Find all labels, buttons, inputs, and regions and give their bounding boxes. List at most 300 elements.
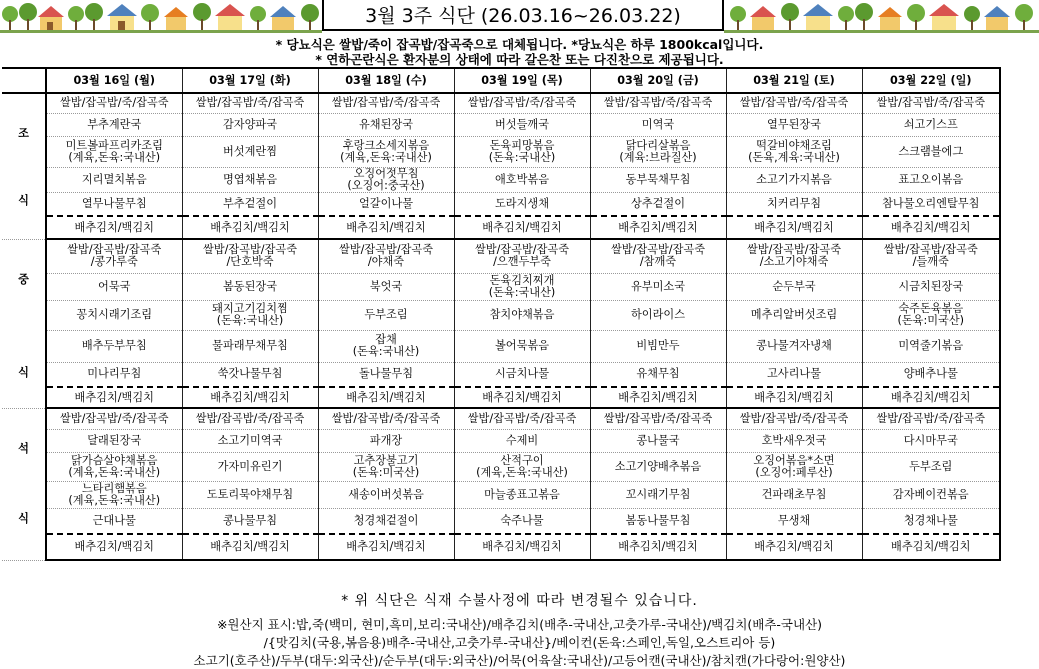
menu-cell	[318, 136, 454, 167]
dinner-label-bottom: 식	[18, 511, 29, 525]
menu-cell	[726, 508, 862, 534]
menu-cell	[46, 330, 182, 362]
dish-name: 수제비	[505, 433, 539, 447]
menu-cell	[182, 481, 318, 508]
menu-cell	[318, 93, 454, 113]
dish-name: 쌀밥/잡곡밥/죽/잡곡죽	[331, 411, 441, 425]
dinner-row	[2, 429, 1000, 452]
dinner-row	[2, 481, 1000, 508]
dish-name: 쌀밥/잡곡밥/죽/잡곡죽	[603, 96, 713, 110]
dish-origin: /콩가루죽	[90, 255, 138, 269]
menu-cell	[46, 300, 182, 330]
dish-name: 유채무침	[636, 367, 680, 381]
dish-name: 쌀밥/잡곡밥/죽/잡곡죽	[331, 96, 441, 110]
dish-name: 쌀밥/잡곡밥/죽/잡곡죽	[876, 96, 986, 110]
menu-cell	[318, 452, 454, 481]
menu-cell	[454, 93, 590, 113]
menu-cell	[454, 113, 590, 136]
menu-cell	[590, 534, 726, 560]
dish-name: 유부미소국	[630, 279, 686, 293]
header-corner	[2, 68, 46, 93]
menu-cell	[726, 216, 862, 239]
menu-cell	[182, 452, 318, 481]
dish-name: 오징어볶음*소면	[753, 453, 835, 467]
menu-cell	[182, 508, 318, 534]
menu-cell	[318, 192, 454, 216]
menu-cell	[862, 508, 1000, 534]
menu-cell	[862, 452, 1000, 481]
dish-origin: /으깬두부죽	[493, 255, 551, 269]
dish-name: 스크램블에그	[898, 144, 964, 158]
dish-name: 배추두부무침	[81, 339, 147, 352]
day-header: 03월 19일 (목)	[454, 68, 590, 93]
dish-name: 쌀밥/잡곡밥/죽/잡곡죽	[739, 411, 849, 425]
menu-cell	[590, 387, 726, 408]
dish-name: 북엇국	[369, 279, 403, 293]
dish-name: 쌀밥/잡곡밥/죽/잡곡죽	[195, 411, 305, 425]
menu-cell	[46, 452, 182, 481]
dish-name: 도라지생채	[494, 196, 550, 210]
menu-cell	[318, 239, 454, 273]
menu-cell	[182, 408, 318, 429]
dish-origin: (돈육:국내산)	[352, 345, 420, 358]
breakfast-row	[2, 167, 1000, 192]
dish-name: 쌀밥/잡곡밥/죽/잡곡죽	[467, 411, 577, 425]
menu-cell	[46, 192, 182, 216]
dish-name: 배추김치/백김치	[346, 220, 426, 234]
dysphagia-notice: * 연하곤란식은 환자분의 상태에 따라 갈은찬 또는 다진찬으로 제공됩니다.	[315, 52, 724, 67]
dish-origin: /참깨죽	[639, 255, 677, 269]
menu-cell	[46, 113, 182, 136]
breakfast-row	[2, 93, 1000, 113]
dish-name: 배추김치/백김치	[891, 390, 971, 404]
dish-name: 배추김치/백김치	[754, 540, 834, 553]
diabetic-notice: * 당뇨식은 쌀밥/죽이 잡곡밥/잡곡죽으로 대체됩니다. *당뇨식은 하루 1800kcal입니다.	[275, 37, 764, 52]
dish-name: 배추김치/백김치	[74, 390, 154, 404]
menu-cell	[726, 239, 862, 273]
dish-name: 미역국	[641, 117, 675, 131]
breakfast-label-top: 조	[18, 127, 29, 140]
dish-name: 가자미유린기	[217, 459, 283, 473]
dish-name: 지리멸치볶음	[81, 172, 147, 186]
lunch-row	[2, 330, 1000, 362]
menu-cell	[590, 216, 726, 239]
menu-cell	[590, 330, 726, 362]
menu-cell	[726, 452, 862, 481]
menu-cell	[318, 508, 454, 534]
menu-cell	[318, 273, 454, 300]
menu-cell	[182, 429, 318, 452]
dish-name: 근대나물	[92, 513, 136, 527]
day-header: 03월 17일 (화)	[182, 68, 318, 93]
menu-cell	[590, 408, 726, 429]
menu-cell	[46, 429, 182, 452]
menu-cell	[182, 113, 318, 136]
menu-cell	[46, 408, 182, 429]
menu-cell	[454, 387, 590, 408]
menu-cell	[862, 192, 1000, 216]
dish-name: 건파래초무침	[761, 487, 827, 501]
menu-cell	[182, 300, 318, 330]
menu-cell	[318, 408, 454, 429]
menu-cell	[454, 216, 590, 239]
dish-name: 닭다리살볶음	[625, 138, 691, 152]
day-header-row	[2, 68, 1000, 93]
menu-cell	[454, 136, 590, 167]
dish-name: 배추김치/백김치	[210, 390, 290, 404]
menu-cell	[862, 216, 1000, 239]
dish-name: 꽁치시래기조림	[76, 308, 153, 321]
lunch-row	[2, 387, 1000, 408]
day-header: 03월 21일 (토)	[726, 68, 862, 93]
day-header: 03월 16일 (월)	[46, 68, 182, 93]
menu-cell	[46, 239, 182, 273]
menu-cell	[182, 239, 318, 273]
dish-name: 쌀밥/잡곡밥/잡곡죽	[203, 243, 297, 257]
dish-name: 배추김치/백김치	[618, 540, 698, 553]
dish-origin: (계육,돈육:국내산)	[68, 493, 161, 507]
menu-cell	[590, 113, 726, 136]
dish-name: 배추김치/백김치	[210, 540, 290, 553]
dish-name: 콩나물국	[636, 433, 680, 447]
menu-cell	[726, 113, 862, 136]
dish-name: 미트볼파프리카조림	[65, 138, 163, 152]
dish-name: 동부묵채무침	[625, 172, 691, 186]
menu-cell	[318, 429, 454, 452]
menu-cell	[318, 113, 454, 136]
dish-name: 명엽채볶음	[222, 172, 278, 186]
menu-cell	[590, 362, 726, 387]
dish-name: 청경채나물	[903, 513, 958, 527]
dish-name: 쌀밥/잡곡밥/죽/잡곡죽	[59, 411, 169, 425]
dish-name: 볼어묵볶음	[494, 339, 550, 352]
dish-name: 쇠고기스프	[903, 117, 958, 131]
dish-name: 열무된장국	[766, 117, 822, 131]
menu-cell	[454, 429, 590, 452]
menu-cell	[318, 387, 454, 408]
dish-origin: (계육,돈육:국내산)	[476, 465, 568, 479]
dish-name: 배추김치/백김치	[346, 390, 426, 404]
menu-cell	[590, 452, 726, 481]
menu-cell	[590, 192, 726, 216]
dish-name: 소고기가지볶음	[756, 172, 832, 186]
dish-name: 느타리햄볶음	[81, 481, 147, 495]
menu-cell	[46, 481, 182, 508]
dish-name: 쌀밥/잡곡밥/잡곡죽	[747, 243, 841, 257]
village-illustration-left	[0, 3, 322, 33]
menu-cell	[46, 534, 182, 560]
dish-name: 열무나물무침	[81, 196, 147, 210]
dish-name: 잡채	[375, 333, 397, 346]
dish-name: 참나물오리엔탈무침	[882, 196, 980, 210]
menu-cell	[590, 273, 726, 300]
breakfast-label	[2, 93, 46, 239]
weekly-menu-table	[2, 67, 1000, 561]
menu-cell	[454, 273, 590, 300]
menu-cell	[590, 239, 726, 273]
menu-cell	[182, 216, 318, 239]
dish-name: 돈육피망볶음	[489, 138, 555, 152]
menu-cell	[726, 273, 862, 300]
dish-name: 고추장불고기	[353, 453, 419, 467]
dish-name: 돈육김치찌개	[489, 273, 555, 287]
menu-cell	[862, 330, 1000, 362]
dinner-row	[2, 452, 1000, 481]
menu-cell	[862, 167, 1000, 192]
menu-cell	[726, 93, 862, 113]
menu-cell	[454, 362, 590, 387]
dish-origin: (오징어:중국산)	[347, 178, 425, 192]
dish-origin: (돈육:국내산)	[488, 150, 556, 164]
dish-name: 봄동나물무침	[625, 513, 691, 527]
breakfast-row	[2, 192, 1000, 216]
menu-cell	[454, 167, 590, 192]
dish-name: 무생채	[777, 513, 811, 527]
dish-name: 다시마무국	[903, 433, 958, 447]
dish-name: 표고오이볶음	[898, 172, 964, 186]
dish-name: 쌀밥/잡곡밥/죽/잡곡죽	[603, 411, 713, 425]
day-header: 03월 20일 (금)	[590, 68, 726, 93]
dish-name: 두부조림	[364, 308, 408, 321]
dish-name: 쌀밥/잡곡밥/죽/잡곡죽	[876, 411, 986, 425]
dish-origin: (오징어:페루산)	[755, 465, 833, 479]
dish-name: 고사리나물	[766, 367, 822, 381]
menu-cell	[590, 93, 726, 113]
menu-cell	[862, 93, 1000, 113]
dish-name: 부추겉절이	[222, 196, 278, 210]
menu-cell	[182, 167, 318, 192]
dish-name: 유채된장국	[358, 117, 414, 131]
dish-name: 숙주나물	[500, 513, 544, 527]
dish-name: 배추김치/백김치	[482, 390, 562, 404]
menu-cell	[454, 452, 590, 481]
menu-cell	[182, 387, 318, 408]
menu-cell	[182, 93, 318, 113]
menu-cell	[46, 387, 182, 408]
dish-name: 배추김치/백김치	[754, 220, 834, 234]
dish-name: 소고기미역국	[217, 433, 283, 447]
dinner-label-top: 석	[18, 441, 29, 455]
dish-origin: /야채죽	[367, 255, 405, 269]
dish-name: 시금치된장국	[898, 279, 964, 293]
menu-cell	[46, 167, 182, 192]
dish-name: 청경채겉절이	[353, 513, 419, 527]
dish-origin: /소고기야채죽	[759, 255, 829, 269]
dish-name: 시금치나물	[494, 367, 550, 381]
day-header: 03월 22일 (일)	[862, 68, 1000, 93]
menu-cell	[726, 330, 862, 362]
menu-cell	[726, 481, 862, 508]
dish-name: 어묵국	[98, 279, 131, 293]
dish-name: 파개장	[369, 433, 403, 447]
dish-name: 배추김치/백김치	[482, 220, 562, 234]
menu-cell	[46, 93, 182, 113]
menu-cell	[46, 362, 182, 387]
dish-name: 마늘종표고볶음	[484, 487, 560, 501]
origin-line-1: ※원산지 표시:밥,죽(백미, 현미,흑미,보리:국내산)/배추김치(배추-국내산,고춧가루-국내산)/백김치(배추-국내산)	[216, 617, 823, 632]
day-header: 03월 18일 (수)	[318, 68, 454, 93]
dinner-row	[2, 508, 1000, 534]
dish-name: 비빔만두	[636, 339, 680, 352]
menu-cell	[46, 273, 182, 300]
dish-name: 소고기양배추볶음	[614, 459, 702, 473]
dish-name: 배추김치/백김치	[754, 390, 834, 404]
dish-name: 쌀밥/잡곡밥/잡곡죽	[475, 243, 569, 257]
dish-name: 쌀밥/잡곡밥/잡곡죽	[611, 243, 705, 257]
dish-name: 감자베이컨볶음	[892, 487, 969, 501]
dish-name: 치커리무침	[766, 196, 822, 210]
dish-name: 순두부국	[772, 279, 816, 293]
menu-cell	[590, 136, 726, 167]
dish-name: 봄동된장국	[222, 279, 278, 293]
menu-cell	[726, 387, 862, 408]
dish-name: 메추리알버섯조림	[750, 308, 838, 321]
menu-cell	[590, 429, 726, 452]
menu-cell	[862, 534, 1000, 560]
menu-cell	[318, 534, 454, 560]
dish-name: 쌀밥/잡곡밥/잡곡죽	[339, 243, 433, 257]
menu-cell	[182, 192, 318, 216]
menu-cell	[46, 216, 182, 239]
menu-cell	[182, 362, 318, 387]
dish-name: 배추김치/백김치	[74, 220, 154, 234]
dish-name: 쌀밥/잡곡밥/죽/잡곡죽	[195, 96, 305, 110]
dinner-label	[2, 408, 46, 560]
dish-origin: (돈육:국내산)	[216, 314, 284, 327]
dish-name: 콩나물겨자냉채	[756, 339, 832, 352]
menu-cell	[454, 534, 590, 560]
dish-name: 미역줄기볶음	[898, 339, 964, 352]
dish-name: 산적구이	[500, 453, 544, 467]
dish-origin: (돈육:미국산)	[352, 465, 420, 479]
breakfast-row	[2, 216, 1000, 239]
dish-origin: /단호박죽	[226, 255, 274, 269]
dish-name: 참치야채볶음	[489, 308, 555, 321]
menu-cell	[46, 136, 182, 167]
dish-origin: (계육,돈육:국내산)	[68, 465, 161, 479]
dish-name: 쑥갓나물무침	[217, 367, 283, 381]
menu-cell	[862, 362, 1000, 387]
dish-name: 쌀밥/잡곡밥/죽/잡곡죽	[59, 96, 169, 110]
dish-name: 하이라이스	[630, 308, 686, 321]
dish-name: 부추계란국	[87, 117, 142, 131]
dish-origin: (돈육:미국산)	[897, 314, 965, 327]
menu-cell	[454, 508, 590, 534]
menu-cell	[454, 408, 590, 429]
lunch-row	[2, 362, 1000, 387]
menu-cell	[726, 408, 862, 429]
menu-cell	[590, 167, 726, 192]
dish-name: 콩나물무침	[222, 513, 278, 527]
dish-origin: (돈육:국내산)	[488, 285, 556, 299]
lunch-label-bottom: 식	[18, 365, 29, 379]
menu-cell	[726, 429, 862, 452]
origin-line-3: 소고기(호주산)/두부(대두:외국산)/순두부(대두:외국산)/어묵(어육살:국내산)/고등어캔(국내산)/참치캔(가다랑어:원양산)	[193, 653, 846, 668]
dish-name: 배추김치/백김치	[482, 540, 562, 553]
dish-name: 양배추나물	[903, 367, 958, 381]
menu-cell	[862, 113, 1000, 136]
menu-cell	[318, 481, 454, 508]
dish-name: 배추김치/백김치	[618, 390, 698, 404]
dish-name: 돌나물무침	[358, 367, 414, 381]
menu-cell	[318, 300, 454, 330]
dish-origin: /들깨죽	[912, 255, 949, 269]
dish-name: 감자양파국	[222, 117, 278, 131]
dish-name: 쌀밥/잡곡밥/죽/잡곡죽	[467, 96, 577, 110]
menu-cell	[862, 300, 1000, 330]
dish-name: 미나리무침	[87, 367, 142, 381]
menu-title: 3월 3주 식단 (26.03.16~26.03.22)	[322, 0, 724, 31]
menu-cell	[726, 362, 862, 387]
dish-name: 두부조림	[909, 459, 953, 473]
dish-name: 후랑크소세지볶음	[342, 138, 430, 152]
dish-name: 달래된장국	[87, 433, 142, 447]
menu-cell	[182, 273, 318, 300]
menu-cell	[318, 330, 454, 362]
change-notice: * 위 식단은 식재 수불사정에 따라 변경될수 있습니다.	[341, 593, 698, 609]
dish-name: 버섯들깨국	[494, 117, 550, 131]
lunch-row	[2, 239, 1000, 273]
menu-cell	[454, 481, 590, 508]
menu-cell	[862, 408, 1000, 429]
dish-origin: (계육:브라질산)	[619, 150, 697, 164]
dish-name: 배추김치/백김치	[891, 540, 971, 553]
lunch-label	[2, 239, 46, 408]
dish-name: 얼갈이나물	[358, 196, 414, 210]
breakfast-label-bottom: 식	[18, 194, 29, 207]
dish-name: 상추겉절이	[630, 196, 686, 210]
dish-origin: (계육,돈육:국내산)	[340, 150, 432, 164]
breakfast-row	[2, 113, 1000, 136]
dish-name: 쌀밥/잡곡밥/죽/잡곡죽	[739, 96, 849, 110]
lunch-row	[2, 300, 1000, 330]
menu-grid	[2, 67, 1001, 561]
menu-cell	[182, 330, 318, 362]
menu-cell	[182, 534, 318, 560]
dish-name: 오징어젓무침	[353, 167, 419, 180]
menu-cell	[454, 330, 590, 362]
menu-cell	[182, 136, 318, 167]
origin-line-2: /{맛김치(국용,볶음용)배추-국내산,고춧가루-국내산}/베이컨(돈육:스페인,독일,오스트리아 등)	[263, 635, 776, 650]
dish-origin: (계육,돈육:국내산)	[68, 150, 161, 164]
dish-name: 닭가슴살야채볶음	[71, 453, 158, 467]
dish-name: 꼬시래기무침	[625, 487, 691, 501]
dish-name: 숙주돈육볶음	[898, 302, 964, 315]
dish-name: 떡갈비야채조림	[756, 138, 832, 152]
dish-origin: (돈육,계육:국내산)	[748, 150, 840, 164]
menu-cell	[862, 387, 1000, 408]
dish-name: 쌀밥/잡곡밥/잡곡죽	[67, 243, 162, 257]
dinner-row	[2, 408, 1000, 429]
lunch-row	[2, 273, 1000, 300]
menu-cell	[318, 216, 454, 239]
lunch-label-top: 중	[18, 272, 29, 286]
menu-cell	[454, 192, 590, 216]
menu-cell	[726, 167, 862, 192]
dish-name: 배추김치/백김치	[210, 220, 290, 234]
menu-cell	[862, 429, 1000, 452]
menu-cell	[318, 362, 454, 387]
dish-name: 쌀밥/잡곡밥/잡곡죽	[883, 243, 978, 257]
menu-cell	[590, 481, 726, 508]
breakfast-row	[2, 136, 1000, 167]
dish-name: 배추김치/백김치	[618, 220, 698, 234]
menu-cell	[454, 300, 590, 330]
dish-name: 배추김치/백김치	[74, 540, 154, 553]
dish-name: 배추김치/백김치	[346, 540, 426, 553]
dish-name: 물파래무채무침	[212, 339, 288, 352]
menu-cell	[318, 167, 454, 192]
